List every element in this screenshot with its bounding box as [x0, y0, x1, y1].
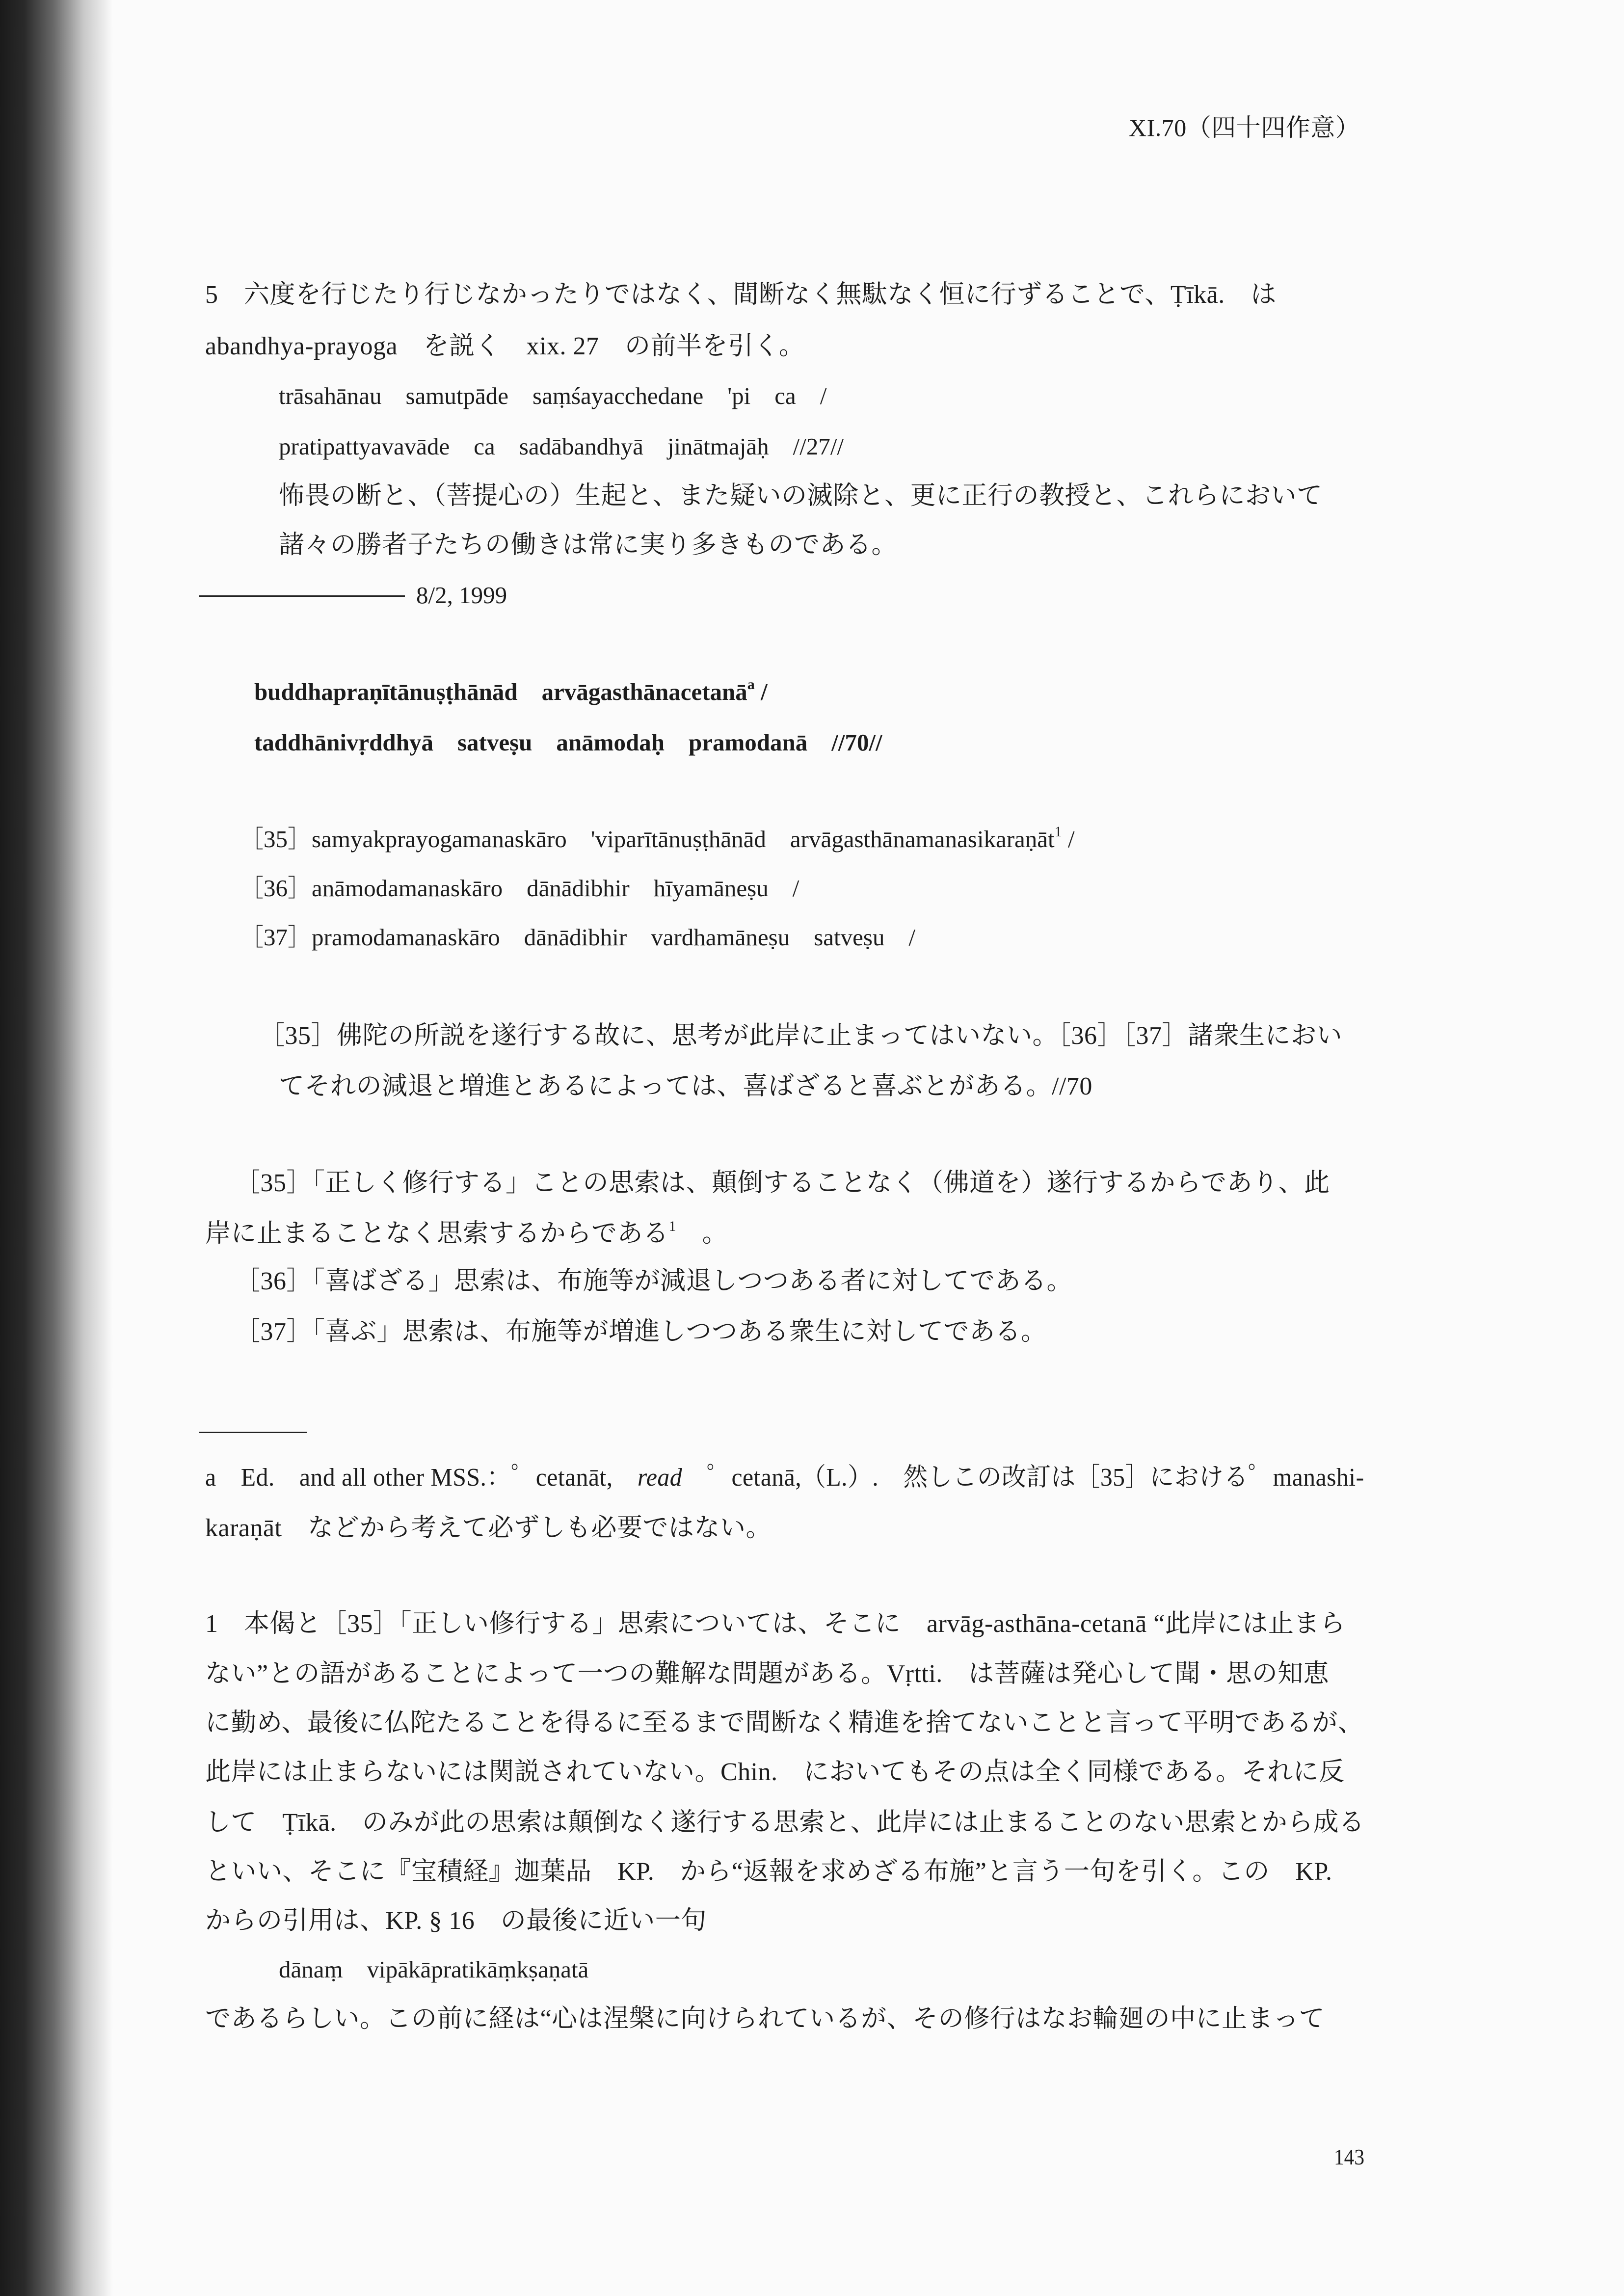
- commentary-37: [240, 925, 915, 949]
- commentary-37-label: ［37］: [240, 924, 312, 951]
- commentary-36-label: ［36］: [240, 875, 312, 902]
- commentary-translation-p2: ［36］「喜ばざる」思索は、布施等が減退しつつある者に対してである。: [235, 1267, 1073, 1295]
- footnote-1-line3: に勤め、最後に仏陀たることを得るに至るまで間断なく精進を捨てないことと言って平明であるが、: [205, 1709, 1364, 1737]
- note5-translation1: 怖畏の断と、（菩提心の）生起と、また疑いの滅除と、更に正行の教授と、これらにおいて: [279, 482, 1323, 510]
- note5-verse2: pratipattyavavāde ca sadābandhyā jinātmajāḥ //27//: [279, 433, 844, 460]
- footnote-1-line2: ない”との語があることによって一つの難解な問題がある。Vṛtti. は菩薩は発心して聞・思の知恵: [205, 1660, 1330, 1688]
- verse-translation-line2: てそれの減退と増進とあるによっては、喜ばざると喜ぶとがある。//70: [279, 1072, 1092, 1100]
- footnote-1-line4: 此岸には止まらないには関説されていない。Chin. においてもその点は全く同様である。それに反: [205, 1758, 1345, 1786]
- commentary-35-text: samyakprayogamanaskāro 'viparītānuṣṭhānād arvāgasthānamanasikaraṇāt: [312, 826, 1055, 853]
- footnote-a-line2: karaṇāt などから考えて必ずしも必要ではない。: [205, 1514, 772, 1542]
- footnote-a-line1: [205, 1465, 1364, 1491]
- commentary-36-text: anāmodamanaskāro dānādibhir hīyamāneṣu /: [312, 875, 799, 902]
- footnote-a-part1: a Ed. and all other MSS.：゜cetanāt,: [205, 1464, 638, 1492]
- note5-line1: 5 六度を行じたり行じなかったりではなく、間断なく無駄なく恒に行ずることで、Ṭīkā. は: [205, 281, 1277, 309]
- footnote-1-line1: 1 本偈と［35］「正しい修行する」思索については、そこに arvāg-asthāna-cetanā “此岸には止まら: [205, 1610, 1346, 1638]
- commentary-35-label: ［35］: [240, 826, 312, 853]
- verse-translation-line1: ［35］佛陀の所説を遂行する故に、思考が此岸に止まってはいない。［36］［37］諸衆生におい: [259, 1022, 1343, 1050]
- verse70-line2: taddhānivṛddhyā satveṣu anāmodaḥ pramodanā //70//: [254, 729, 882, 756]
- footnote-mark-1b: 1: [668, 1218, 676, 1234]
- verse70-line1-text: buddhapraṇītānuṣṭhānād arvāgasthānacetanā: [254, 678, 747, 705]
- scan-shadow-edge: [0, 0, 113, 2296]
- commentary-37-text: pramodamanaskāro dānādibhir vardhamāneṣu satveṣu /: [312, 924, 916, 951]
- date-rule: [199, 595, 405, 597]
- verse70-line1: [254, 676, 768, 705]
- footnote-a-read: read: [637, 1464, 683, 1492]
- commentary-translation-p1-text: 岸に止まることなく思索するからである: [205, 1220, 669, 1248]
- commentary-translation-p1-end: 。: [676, 1220, 728, 1248]
- page-number: 143: [1334, 2144, 1365, 2169]
- footnote-1-line7: からの引用は、KP. § 16 の最後に近い一句: [205, 1907, 707, 1935]
- commentary-translation-p1-line1: ［35］「正しく修行する」ことの思索は、顛倒することなく（佛道を）遂行するからであり、此: [235, 1169, 1330, 1197]
- commentary-translation-p3: ［37］「喜ぶ」思索は、布施等が増進しつつある衆生に対してである。: [235, 1318, 1047, 1346]
- footnote-1-quote: dānaṃ vipākāpratikāṃkṣaṇatā: [279, 1956, 589, 1983]
- footnote-1-line5: して Ṭīkā. のみが此の思索は顛倒なく遂行する思索と、此岸には止まることのない思索とから成る: [205, 1809, 1365, 1837]
- commentary-35: [240, 824, 1075, 853]
- footnote-mark-1: 1: [1054, 824, 1062, 840]
- footnote-rule: [199, 1432, 307, 1433]
- note5-date: 8/2, 1999: [416, 582, 507, 609]
- footnote-a-part2: ゜cetanā,（L.）. 然しこの改訂は［35］における゜manashi-: [682, 1464, 1364, 1492]
- commentary-translation-p1-line2: [205, 1218, 728, 1248]
- commentary-35-end: /: [1062, 826, 1075, 853]
- note5-verse1: trāsahānau samutpāde saṃśayacchedane 'pi ca /: [279, 382, 827, 409]
- footnote-mark-a: a: [747, 676, 755, 693]
- running-title: XI.70（四十四作意）: [1129, 114, 1360, 141]
- footnote-1-line6: といい、そこに『宝積経』迦葉品 KP. から“返報を求めざる布施”と言う一句を引く。この KP.: [205, 1858, 1332, 1886]
- commentary-36: [240, 876, 799, 900]
- verse70-line1-end: /: [754, 678, 768, 705]
- note5-line2: abandhya-prayoga を説く xix. 27 の前半を引く。: [205, 332, 805, 360]
- note5-translation2: 諸々の勝者子たちの働きは常に実り多きものである。: [279, 531, 898, 559]
- footnote-1-line8: であるらしい。この前に経は“心は涅槃に向けられているが、その修行はなお輪廻の中に止まって: [205, 2005, 1325, 2033]
